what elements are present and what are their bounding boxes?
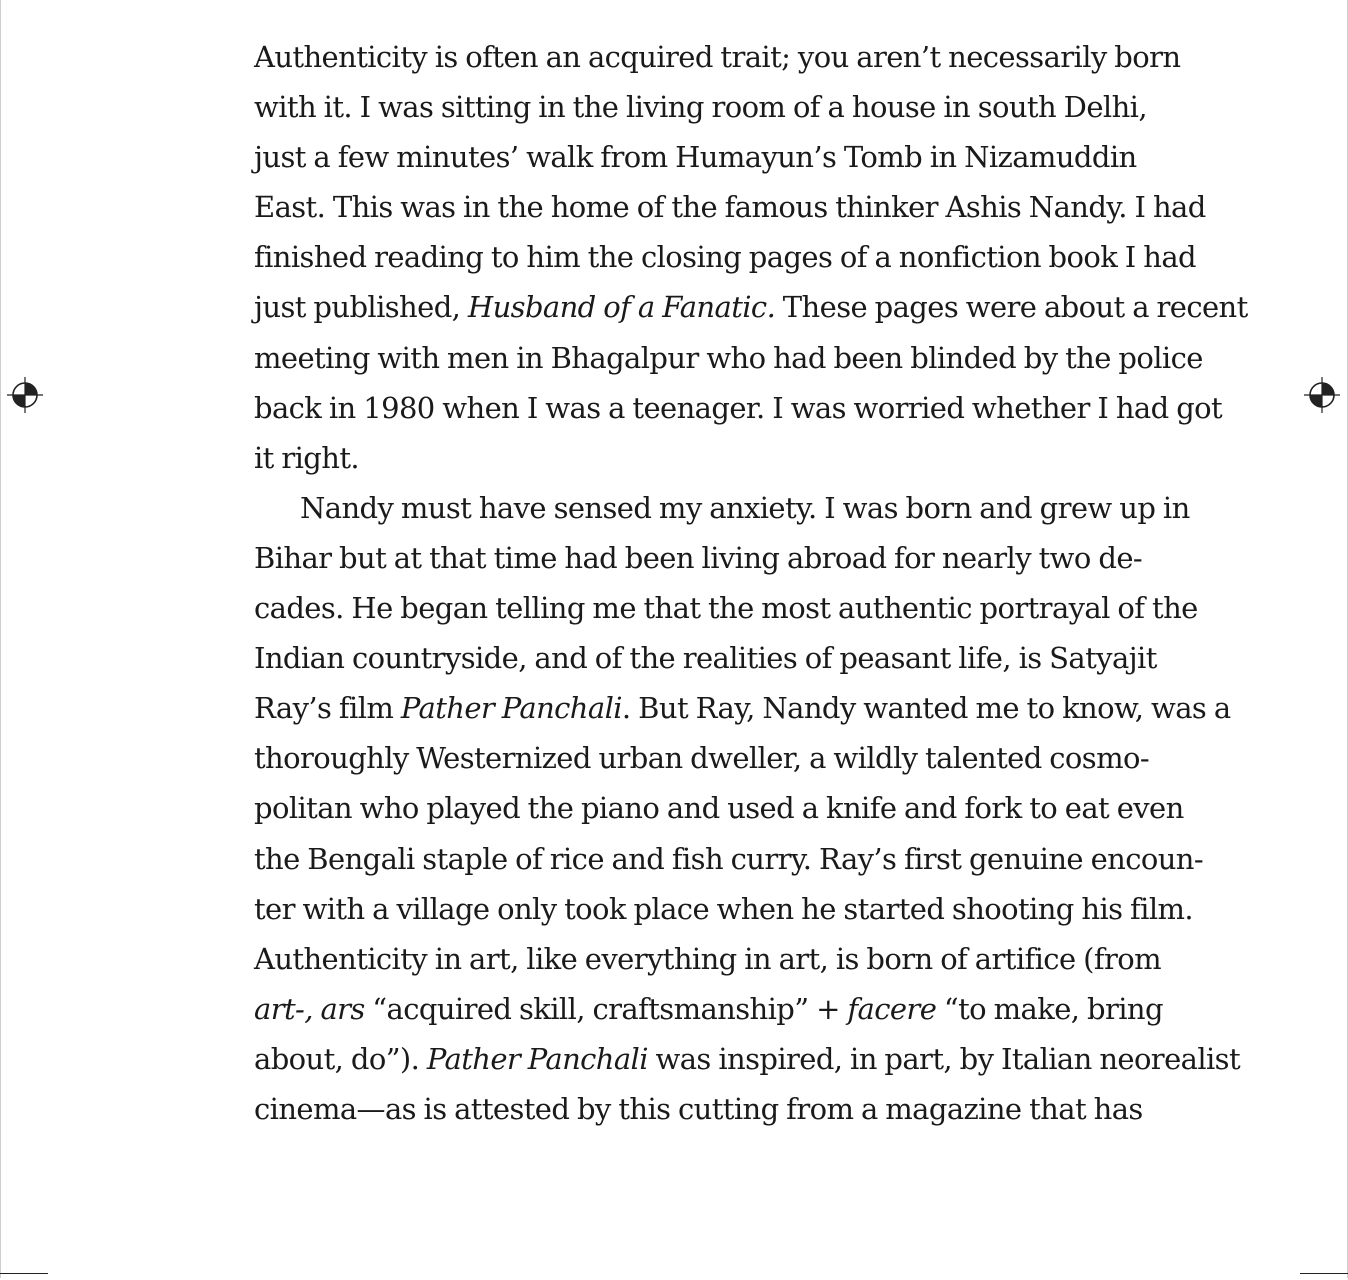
text-line: cades. He began telling me that the most authentic portrayal of the [254, 591, 1198, 626]
text-line: Nandy must have sensed my anxiety. I was born and grew up in [300, 490, 1190, 525]
text-line: the Bengali staple of rice and fish curry. Ray’s first genuine encoun- [254, 841, 1204, 876]
text-line: with it. I was sitting in the living room of a house in south Delhi, [254, 90, 1147, 125]
italic-title: facere [847, 991, 937, 1026]
text-line: about, do”). Pather Panchali was inspired, in part, by Italian neorealist [254, 1041, 1241, 1076]
text-line: cinema—as is attested by this cutting from a magazine that has [254, 1091, 1143, 1126]
text-line: back in 1980 when I was a teenager. I was worried whether I had got [254, 390, 1223, 425]
crop-mark-left [0, 1273, 48, 1274]
text-line: ter with a village only took place when he started shooting his film. [254, 891, 1194, 926]
crop-mark-right [1300, 1273, 1348, 1274]
registration-mark-icon [1303, 376, 1341, 414]
italic-title: Pather Panchali [400, 691, 622, 726]
text-line: art-, ars “acquired skill, craftsmanship” + facere “to make, bring [254, 991, 1163, 1026]
italic-title: Pather Panchali [426, 1041, 648, 1076]
text-line: Indian countryside, and of the realities of peasant life, is Satyajit [254, 641, 1157, 676]
text-line: Ray’s film Pather Panchali. But Ray, Nandy wanted me to know, was a [254, 691, 1231, 726]
body-text [254, 32, 1248, 1134]
text-line: thoroughly Westernized urban dweller, a wildly talented cosmo- [254, 741, 1150, 776]
text-line: East. This was in the home of the famous thinker Ashis Nandy. I had [254, 190, 1206, 225]
italic-title: Husband of a Fanatic. [467, 290, 776, 325]
text-line: Authenticity is often an acquired trait; you aren’t necessarily born [254, 40, 1181, 74]
text-line: just a few minutes’ walk from Humayun’s Tomb in Nizamuddin [254, 140, 1137, 175]
text-line: Bihar but at that time had been living abroad for nearly two de- [254, 540, 1143, 575]
text-line: politan who played the piano and used a knife and fork to eat even [254, 791, 1184, 826]
text-line: Authenticity in art, like everything in art, is born of artifice (from [254, 941, 1161, 976]
text-line: meeting with men in Bhagalpur who had been blinded by the police [254, 340, 1203, 375]
italic-title: art-, ars [254, 991, 365, 1026]
registration-mark-icon [6, 376, 44, 414]
text-line: it right. [254, 440, 359, 475]
text-line: just published, Husband of a Fanatic. These pages were about a recent [254, 290, 1248, 325]
text-line: finished reading to him the closing pages of a nonfiction book I had [254, 240, 1197, 275]
